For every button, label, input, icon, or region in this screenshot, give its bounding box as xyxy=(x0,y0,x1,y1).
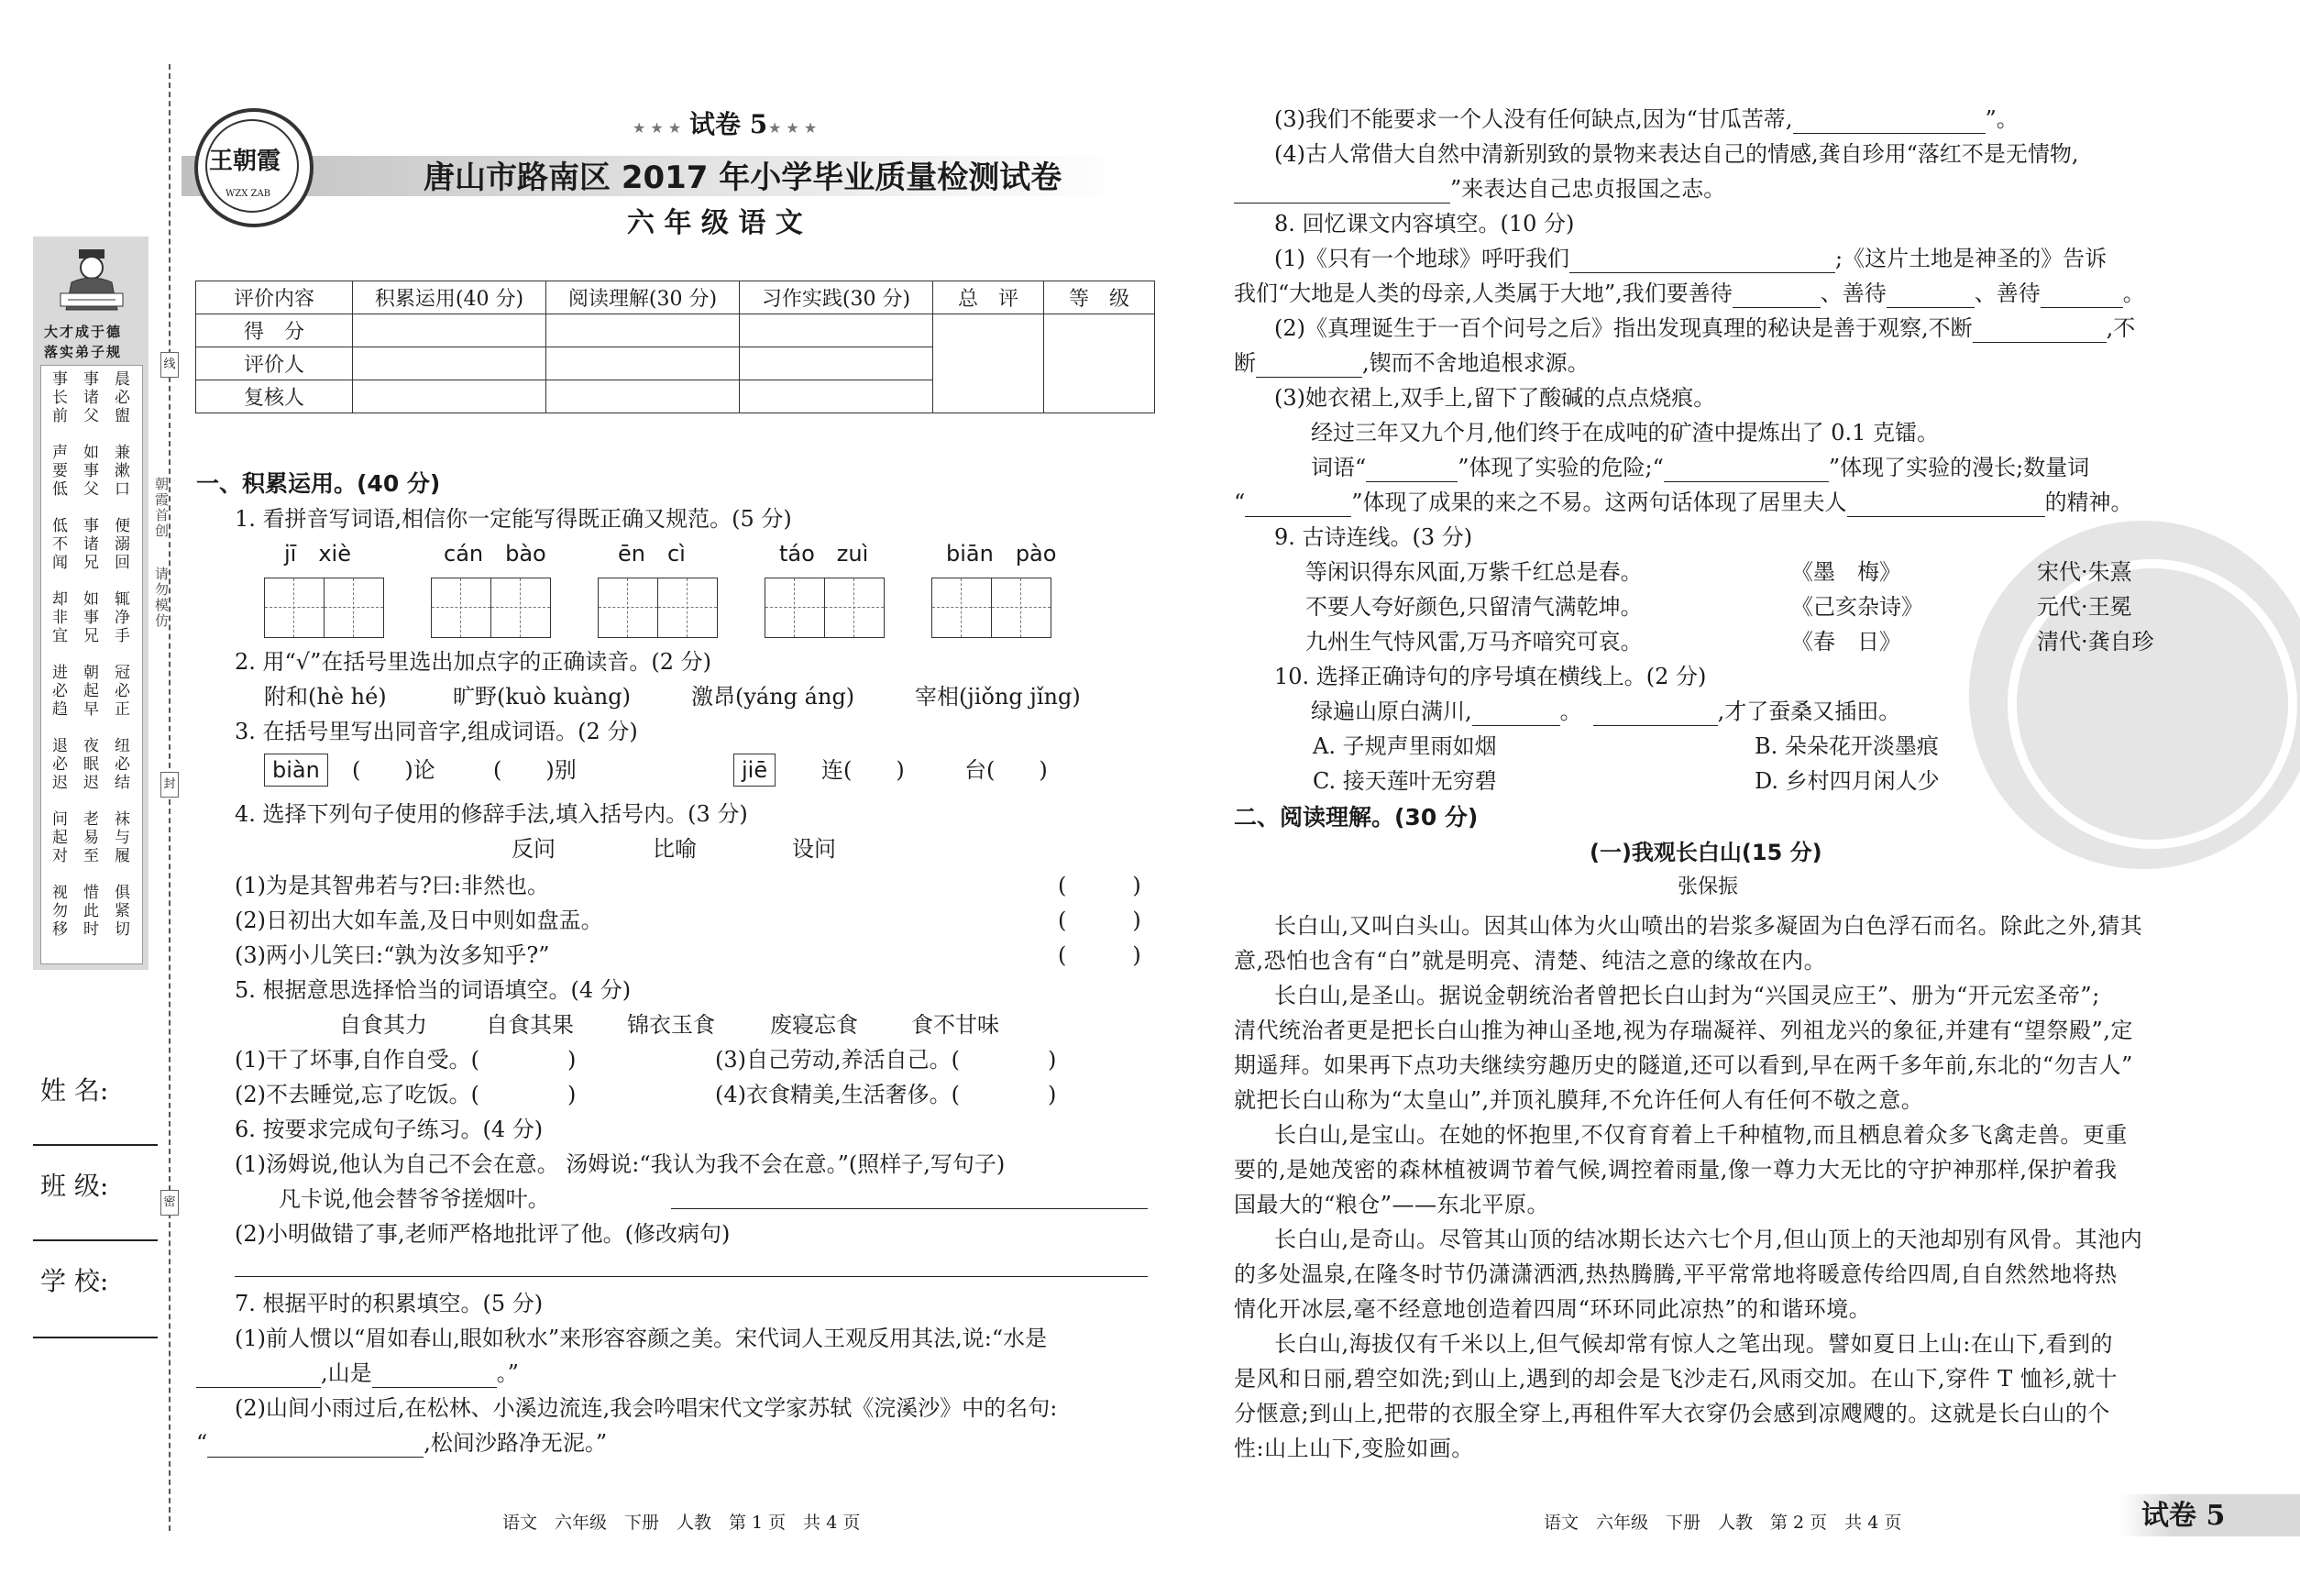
writing-box[interactable] xyxy=(324,578,384,638)
q8-text: ”体现了成果的来之不易。这两句话体现了居里夫人 xyxy=(1351,490,1847,515)
score-cell[interactable] xyxy=(546,314,740,347)
rule-verse: 低不闻 xyxy=(49,517,67,572)
score-row-label: 得 分 xyxy=(196,314,353,347)
binding-mark-seal: 封 xyxy=(160,772,179,798)
rule-verse: 事长前 xyxy=(49,370,67,425)
poem-line[interactable]: 等闲识得东风面,万紫千红总是春。 xyxy=(1305,559,1643,585)
poem-title[interactable]: 《春 日》 xyxy=(1791,629,1901,655)
rule-verse: 辄净手 xyxy=(111,590,129,645)
rule-verse: 声要低 xyxy=(49,444,67,499)
rule-verse: 惜此时 xyxy=(80,884,98,939)
score-table-header: 阅读理解(30 分) xyxy=(546,281,740,314)
rule-verse: 纽必结 xyxy=(111,737,129,792)
rule-verse: 冠必正 xyxy=(111,664,129,719)
q7-part3-end: ”。 xyxy=(1985,106,2019,132)
q8-text: 、善待 xyxy=(1974,281,2041,306)
side-note-1: 朝霞首创 xyxy=(153,477,170,539)
q10-blank[interactable] xyxy=(1472,703,1560,726)
score-table-header: 评价内容 xyxy=(196,281,353,314)
score-cell[interactable] xyxy=(546,380,740,413)
question-5: 5. 根据意思选择恰当的词语填空。(4 分) xyxy=(235,977,632,1003)
writing-box[interactable] xyxy=(598,578,658,638)
q8-part3-end xyxy=(1234,488,2133,517)
writing-box[interactable] xyxy=(824,578,885,638)
q8-part3-cont xyxy=(1311,453,2089,482)
reading-line: 长白山,是奇山。尽管其山顶的结冰期长达六七个月,但山顶上的天池却别有风骨。其池内 xyxy=(1274,1227,2143,1252)
reading-line: 性:山上山下,变脸如画。 xyxy=(1234,1436,1474,1461)
q4-option: 比喻 xyxy=(653,836,697,862)
q7-blank[interactable] xyxy=(372,1365,497,1388)
q8-blank[interactable] xyxy=(1664,459,1829,482)
q7-part1-end: 。” xyxy=(496,1360,519,1386)
reading-title: (一)我观长白山(15 分) xyxy=(1590,840,1822,865)
q8-text: 断 xyxy=(1234,350,1256,376)
side-note-2: 请勿模仿 xyxy=(153,567,170,629)
question-4: 4. 选择下列句子使用的修辞手法,填入括号内。(3 分) xyxy=(235,801,748,827)
score-table-header: 积累运用(40 分) xyxy=(353,281,546,314)
question-10: 10. 选择正确诗句的序号填在横线上。(2 分) xyxy=(1274,664,1707,689)
class-field[interactable] xyxy=(33,1239,158,1241)
reading-line: 长白山,又叫白头山。因其山体为火山喷出的岩浆多凝固为白色浮石而名。除此之外,猜其 xyxy=(1274,913,2143,939)
rule-verse: 朝起早 xyxy=(80,664,98,719)
q5-item[interactable]: (2)不去睡觉,忘了吃饭。( ) xyxy=(235,1082,577,1107)
q7-part1: (1)前人惯以“眉如春山,眼如秋水”来形容容颜之美。宋代词人王观反用其法,说:“水是 xyxy=(235,1326,1048,1351)
q8-part1 xyxy=(1274,244,2107,273)
writing-box[interactable] xyxy=(431,578,491,638)
rule-verse: 事诸父 xyxy=(80,370,98,425)
total-cell[interactable] xyxy=(933,314,1044,413)
pinyin-2: cán bào xyxy=(444,541,546,567)
q8-text: ;《这片土地是神圣的》告诉 xyxy=(1835,246,2107,271)
q8-text: 。 xyxy=(2122,281,2145,306)
q7-part4-blank xyxy=(1234,174,1725,204)
reading-line: 情化开冰层,毫不经意地创造着四周“环环同此凉热”的和谐环境。 xyxy=(1234,1296,1872,1322)
score-cell[interactable] xyxy=(353,380,546,413)
rule-verse: 便溺回 xyxy=(111,517,129,572)
q7-part1-blanks xyxy=(196,1359,519,1388)
class-label: 班 级: xyxy=(40,1171,109,1201)
q8-blank[interactable] xyxy=(1973,320,2107,343)
q5-option: 废寝忘食 xyxy=(770,1012,858,1038)
reading-line: 的多处温泉,在隆冬时节仍潇潇洒洒,热热腾腾,平平常常地将暖意传给四周,自自然然地将热 xyxy=(1234,1261,2118,1287)
reading-line: 意,恐怕也含有“白”就是明亮、清楚、纯洁之意的缘故在内。 xyxy=(1234,948,1827,974)
q8-blank[interactable] xyxy=(1569,250,1835,273)
q10-sentence xyxy=(1311,697,1900,726)
q8-text: ,不 xyxy=(2106,315,2136,341)
q8-text: 我们“大地是人类的母亲,人类属于大地”,我们要善待 xyxy=(1234,281,1733,306)
poem-line[interactable]: 不要人夸好颜色,只留清气满乾坤。 xyxy=(1305,594,1643,620)
reading-line: 是风和日丽,碧空如洗;到山上,遇到的却会是飞沙走石,风雨交加。在山下,穿件 T 恤衫,就十 xyxy=(1234,1366,2118,1392)
q7-part3-text: (3)我们不能要求一个人没有任何缺点,因为“甘瓜苦蒂, xyxy=(1274,106,1793,132)
q8-text: ”体现了实验的漫长;数量词 xyxy=(1828,455,2090,480)
score-table xyxy=(195,281,1155,413)
school-field[interactable] xyxy=(33,1337,158,1338)
q8-blank[interactable] xyxy=(1847,494,2045,517)
reading-line: 期遥拜。如果再下点功夫继续穷趣历史的隧道,还可以看到,早在两千多年前,东北的“勿吉人” xyxy=(1234,1052,2133,1078)
logo-text: 王朝霞 xyxy=(209,148,281,175)
rule-verse: 晨必盥 xyxy=(111,370,129,425)
q8-text: 的精神。 xyxy=(2044,490,2133,515)
q10-option[interactable]: C. 接天莲叶无穷碧 xyxy=(1313,768,1497,794)
q10-text: 绿遍山原白满川, xyxy=(1311,699,1472,724)
writing-box[interactable] xyxy=(264,578,325,638)
q7-part4: (4)古人常借大自然中清新别致的景物来表达自己的情感,龚自珍用“落红不是无情物, xyxy=(1274,141,2079,167)
reading-line: 要的,是她茂密的森林植被调节着气候,调控着雨量,像一尊力大无比的守护神那样,保护着我 xyxy=(1234,1157,2118,1183)
rule-verse: 老易至 xyxy=(80,810,98,865)
name-label: 姓 名: xyxy=(40,1075,109,1106)
grade-cell[interactable] xyxy=(1044,314,1155,413)
q8-text: 词语“ xyxy=(1311,455,1367,480)
q8-blank[interactable] xyxy=(1366,459,1458,482)
reading-line: 就把长白山称为“太皇山”,并顶礼膜拜,不允许任何人有任何不敬之意。 xyxy=(1234,1087,1924,1113)
reading-author: 张保振 xyxy=(1678,875,1739,898)
exam-tag: 试卷 5 xyxy=(689,109,768,139)
q8-text: (1)《只有一个地球》呼吁我们 xyxy=(1274,246,1569,271)
rule-verse: 如事父 xyxy=(80,444,98,499)
q7-blank[interactable] xyxy=(207,1435,424,1458)
logo-subtext: WZX ZAB xyxy=(226,189,271,199)
q8-part2 xyxy=(1274,314,2135,343)
score-cell[interactable] xyxy=(353,314,546,347)
question-9: 9. 古诗连线。(3 分) xyxy=(1274,524,1473,550)
q7-part4-end: ”来表达自己忠贞报国之志。 xyxy=(1450,176,1726,202)
motto-line-2: 落实弟子规 xyxy=(44,344,123,360)
scholar-illustration xyxy=(51,246,132,319)
q8-blank[interactable] xyxy=(1733,285,1821,308)
q2-option[interactable]: 激昂(yáng áng) xyxy=(691,684,855,710)
score-row-label: 评价人 xyxy=(196,347,353,380)
q3-blank[interactable]: 连( ) xyxy=(821,757,905,783)
reading-line: 长白山,是宝山。在她的怀抱里,不仅育育着上千种植物,而且栖息着众多飞禽走兽。更重 xyxy=(1274,1122,2128,1148)
q6-part1: (1)汤姆说,他认为自己不会在意。 汤姆说:“我认为我不会在意。”(照样子,写句子) xyxy=(235,1151,1006,1177)
q4-item: (3)两小儿笑曰:“孰为汝多知乎?” xyxy=(235,942,550,968)
pinyin-box-bian: biàn xyxy=(264,754,328,787)
pinyin-3: ēn cì xyxy=(618,541,686,567)
q3-blank[interactable]: ( )别 xyxy=(493,757,577,783)
q8-part1-cont xyxy=(1234,279,2145,308)
q5-option: 食不甘味 xyxy=(911,1012,999,1038)
writing-box[interactable] xyxy=(991,578,1051,638)
poem-author[interactable]: 清代·龚自珍 xyxy=(2037,629,2154,655)
rule-verse: 问起对 xyxy=(49,810,67,865)
star-decoration-right: ★ ★ ★ xyxy=(768,119,818,137)
q6-part2: (2)小明做错了事,老师严格地批评了他。(修改病句) xyxy=(235,1221,731,1247)
section-2-heading: 二、阅读理解。(30 分) xyxy=(1234,804,1479,831)
q4-option: 设问 xyxy=(792,836,836,862)
binding-mark-line: 线 xyxy=(160,352,179,378)
q8-text: “ xyxy=(1234,490,1246,515)
q6-answer-line-2[interactable] xyxy=(235,1276,1148,1277)
q10-option[interactable]: B. 朵朵花开淡墨痕 xyxy=(1755,733,1939,759)
q6-part1-sentence: 凡卡说,他会替爷爷搓烟叶。 xyxy=(279,1186,550,1212)
q7-blank[interactable] xyxy=(1793,111,1986,134)
q5-item[interactable]: (3)自己劳动,养活自己。( ) xyxy=(715,1047,1057,1073)
q7-part3 xyxy=(1274,105,2019,134)
star-decoration-left: ★ ★ ★ xyxy=(633,119,682,137)
rule-verse: 夜眠迟 xyxy=(80,737,98,792)
score-cell[interactable] xyxy=(740,380,933,413)
score-row-label: 复核人 xyxy=(196,380,353,413)
section-1-heading: 一、积累运用。(40 分) xyxy=(196,470,441,497)
question-6: 6. 按要求完成句子练习。(4 分) xyxy=(235,1117,544,1142)
question-8: 8. 回忆课文内容填空。(10 分) xyxy=(1274,211,1575,237)
score-cell[interactable] xyxy=(740,347,933,380)
q10-text: 。 xyxy=(1559,699,1571,724)
reading-line: 国最大的“粮仓”——东北平原。 xyxy=(1234,1192,1550,1217)
q8-part2-cont xyxy=(1234,348,1590,378)
q5-item[interactable]: (4)衣食精美,生活奢侈。( ) xyxy=(715,1082,1057,1107)
page-footer-1: 语文 六年级 下册 人教 第 1 页 共 4 页 xyxy=(502,1513,861,1533)
q8-blank[interactable] xyxy=(1245,494,1351,517)
rule-verse: 事诸兄 xyxy=(80,517,98,572)
q7-part2-blank xyxy=(196,1428,607,1458)
q8-text: 、善待 xyxy=(1820,281,1887,306)
q3-blank[interactable]: 台( ) xyxy=(964,757,1048,783)
binding-mark-secret: 密 xyxy=(160,1190,179,1216)
q7-part1-mid: ,山是 xyxy=(321,1360,372,1386)
q5-option: 锦衣玉食 xyxy=(627,1012,715,1038)
question-7: 7. 根据平时的积累填空。(5 分) xyxy=(235,1291,544,1316)
score-table-header: 总 评 xyxy=(933,281,1044,314)
q4-answer[interactable]: ( ) xyxy=(1058,908,1141,933)
writing-box[interactable] xyxy=(931,578,992,638)
poem-line[interactable]: 九州生气恃风雷,万马齐喑究可哀。 xyxy=(1305,629,1643,655)
poem-title[interactable]: 《己亥杂诗》 xyxy=(1791,594,1923,620)
open-quote: “ xyxy=(196,1430,208,1456)
q2-option[interactable]: 宰相(jiǒng jǐng) xyxy=(915,684,1081,710)
q7-blank[interactable] xyxy=(196,1365,321,1388)
q4-item: (1)为是其智弗若与?曰:非然也。 xyxy=(235,873,549,898)
exam-title: 唐山市路南区 2017 年小学毕业质量检测试卷 xyxy=(424,160,1062,196)
q8-part3-quote: 经过三年又九个月,他们终于在成吨的矿渣中提炼出了 0.1 克镭。 xyxy=(1311,420,1940,446)
poem-author[interactable]: 元代·王冕 xyxy=(2037,594,2132,620)
q4-answer[interactable]: ( ) xyxy=(1058,873,1141,898)
rule-verse: 却非宜 xyxy=(49,590,67,645)
rule-verse: 如事兄 xyxy=(80,590,98,645)
q7-blank[interactable] xyxy=(1234,181,1450,204)
score-cell[interactable] xyxy=(740,314,933,347)
q2-option[interactable]: 附和(hè hé) xyxy=(264,684,387,710)
corner-exam-tag: 试卷 5 xyxy=(2141,1500,2226,1532)
rule-verse: 视勿移 xyxy=(49,884,67,939)
q8-text: ”体现了实验的危险;“ xyxy=(1458,455,1664,480)
rule-verse: 退必迟 xyxy=(49,737,67,792)
q6-answer-line-1[interactable] xyxy=(671,1208,1148,1209)
score-table-header: 习作实践(30 分) xyxy=(740,281,933,314)
poem-author[interactable]: 宋代·朱熹 xyxy=(2037,559,2132,585)
q8-blank[interactable] xyxy=(1256,355,1362,378)
reading-line: 清代统治者更是把长白山推为神山圣地,视为存瑞凝祥、列祖龙兴的象征,并建有“望祭殿”,定 xyxy=(1234,1018,2133,1043)
q8-blank[interactable] xyxy=(1887,285,1975,308)
q7-part2: (2)山间小雨过后,在松林、小溪边流连,我会吟唱宋代文学家苏轼《浣溪沙》中的名句: xyxy=(235,1395,1058,1421)
score-cell[interactable] xyxy=(353,347,546,380)
q8-part3: (3)她衣裙上,双手上,留下了酸碱的点点烧痕。 xyxy=(1274,385,1716,411)
question-1: 1. 看拼音写词语,相信你一定能写得既正确又规范。(5 分) xyxy=(235,506,792,532)
pinyin-1: jī xiè xyxy=(284,541,351,567)
q5-option: 自食其力 xyxy=(339,1012,427,1038)
q10-blank[interactable] xyxy=(1593,703,1718,726)
school-label: 学 校: xyxy=(40,1266,109,1296)
q4-option: 反问 xyxy=(512,836,556,862)
page-footer-2: 语文 六年级 下册 人教 第 2 页 共 4 页 xyxy=(1544,1513,1902,1533)
poem-title[interactable]: 《墨 梅》 xyxy=(1791,559,1901,585)
q8-blank[interactable] xyxy=(2041,285,2123,308)
reading-line: 长白山,是圣山。据说金朝统治者曾把长白山封为“兴国灵应王”、册为“开元宏圣帝”; xyxy=(1274,983,2100,1008)
question-3: 3. 在括号里写出同音字,组成词语。(2 分) xyxy=(235,719,638,744)
exam-subtitle: 六 年 级 语 文 xyxy=(627,207,803,239)
reading-line: 分惬意;到山上,把带的衣服全穿上,再租件军大衣穿仍会感到凉飕飕的。这就是长白山的个 xyxy=(1234,1401,2110,1426)
score-table-row xyxy=(196,314,1155,347)
q2-option[interactable]: 旷野(kuò kuàng) xyxy=(453,684,631,710)
rule-verse: 俱紧切 xyxy=(111,884,129,939)
q10-option[interactable]: A. 子规声里雨如烟 xyxy=(1313,733,1497,759)
score-cell[interactable] xyxy=(546,347,740,380)
q5-option: 自食其果 xyxy=(486,1012,574,1038)
q10-option[interactable]: D. 乡村四月闲人少 xyxy=(1755,768,1940,794)
rule-verse: 兼漱口 xyxy=(111,444,129,499)
score-table-header: 等 级 xyxy=(1044,281,1155,314)
binding-dash-line xyxy=(169,64,171,1531)
pinyin-5: biān pào xyxy=(946,541,1057,567)
q10-text: ,才了蚕桑又插田。 xyxy=(1717,699,1901,724)
pinyin-box-jie: jiē xyxy=(733,754,776,787)
rule-verse: 进必趋 xyxy=(49,664,67,719)
q8-text: (2)《真理诞生于一百个问号之后》指出发现真理的秘诀是善于观察,不断 xyxy=(1274,315,1973,341)
q4-item: (2)日初出大如车盖,及日中则如盘盂。 xyxy=(235,908,603,933)
writing-box[interactable] xyxy=(490,578,551,638)
q8-text: ,锲而不舍地追根求源。 xyxy=(1362,350,1590,376)
question-2: 2. 用“√”在括号里选出加点字的正确读音。(2 分) xyxy=(235,649,711,675)
name-field[interactable] xyxy=(33,1144,158,1146)
pinyin-4: táo zuì xyxy=(779,541,869,567)
q5-item[interactable]: (1)干了坏事,自作自受。( ) xyxy=(235,1047,577,1073)
motto-line-1: 大才成于德 xyxy=(44,324,123,340)
writing-box[interactable] xyxy=(657,578,718,638)
q7-part2-end: ,松间沙路净无泥。” xyxy=(424,1430,608,1456)
reading-line: 长白山,海拔仅有千米以上,但气候却常有惊人之笔出现。譬如夏日上山:在山下,看到的 xyxy=(1274,1331,2113,1357)
rule-verse: 袜与履 xyxy=(111,810,129,865)
writing-box[interactable] xyxy=(765,578,825,638)
score-table-header-row xyxy=(196,281,1155,314)
q4-answer[interactable]: ( ) xyxy=(1058,942,1141,968)
q3-blank[interactable]: ( )论 xyxy=(352,757,435,783)
